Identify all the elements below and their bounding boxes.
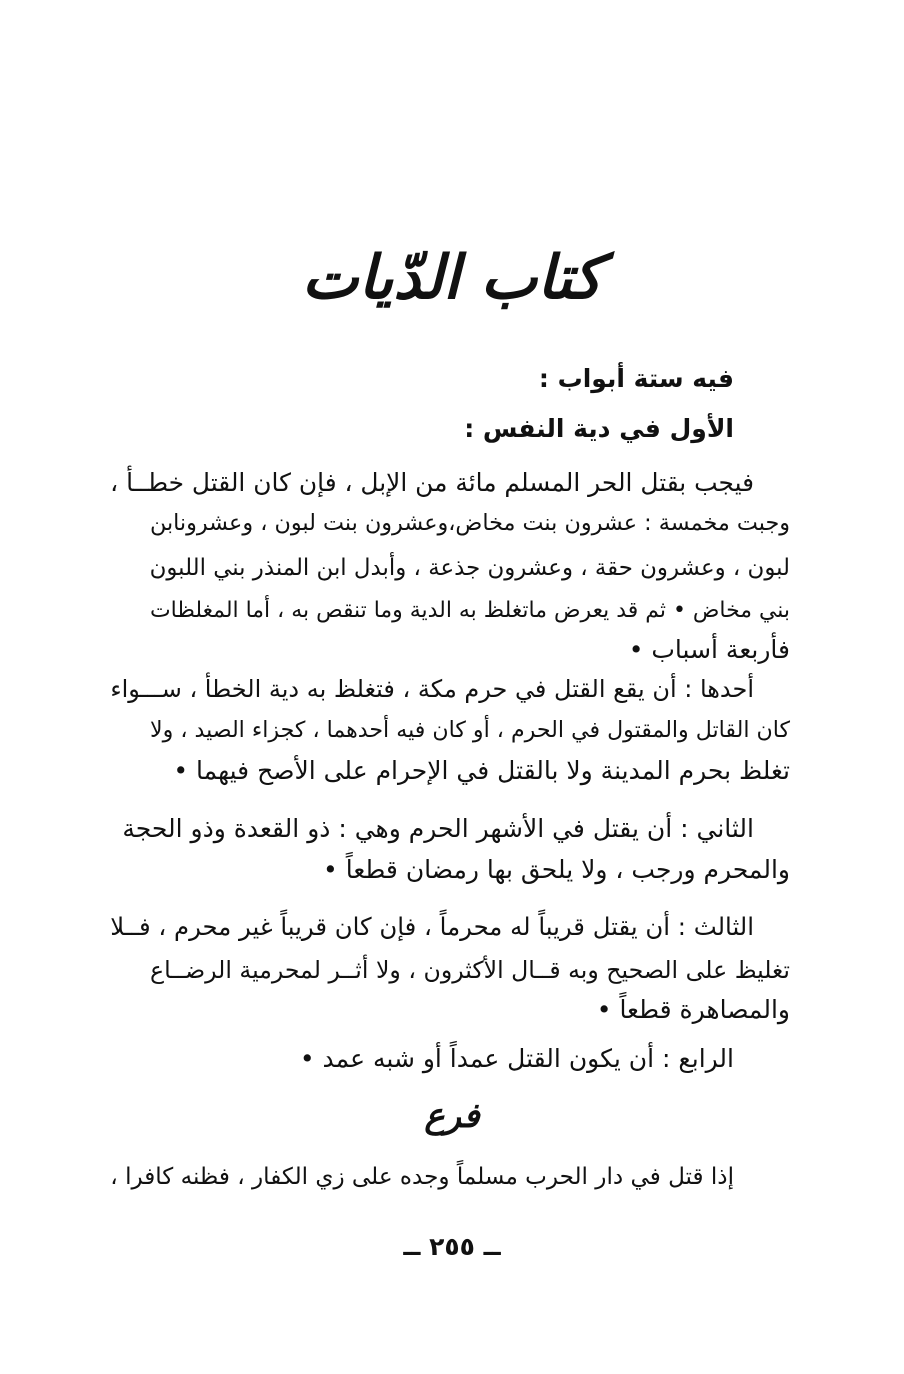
subheading-far: فرع <box>424 1096 480 1136</box>
paragraph-2-line-3: تغلظ بحرم المدينة ولا بالقتل في الإحرام على الأصح فيهما • <box>173 756 790 785</box>
heading-chapter-one: الأول في دية النفس : <box>464 414 734 443</box>
paragraph-1-line-4: بني مخاض • ثم قد يعرض ماتغلظ به الدية وما تنقص به ، أما المغلظات <box>150 598 790 623</box>
paragraph-5-line-1: الرابع : أن يكون القتل عمداً أو شبه عمد • <box>299 1044 734 1073</box>
paragraph-4-line-3: والمصاهرة قطعاً • <box>596 995 790 1024</box>
paragraph-4-line-1: الثالث : أن يقتل قريباً له محرماً ، فإن كان قريباً غير محرم ، فــلا <box>110 912 754 941</box>
book-title: كتاب الدّيات <box>301 243 603 313</box>
paragraph-1-line-2: وجبت مخمسة : عشرون بنت مخاض،وعشرون بنت لبون ، وعشرونابن <box>150 510 790 536</box>
paragraph-2-line-2: كان القاتل والمقتول في الحرم ، أو كان فيه أحدهما ، كجزاء الصيد ، ولا <box>150 717 790 743</box>
heading-intro: فيه ستة أبواب : <box>538 364 734 393</box>
paragraph-1-line-3: لبون ، وعشرون حقة ، وعشرون جذعة ، وأبدل ابن المنذر بني اللبون <box>149 555 790 581</box>
paragraph-3-line-2: والمحرم ورجب ، ولا يلحق بها رمضان قطعاً • <box>323 855 790 884</box>
paragraph-3-line-1: الثاني : أن يقتل في الأشهر الحرم وهي : ذو القعدة وذو الحجة <box>122 814 754 843</box>
paragraph-1-line-1: فيجب بقتل الحر المسلم مائة من الإبل ، فإن كان القتل خطــأ ، <box>110 468 754 497</box>
paragraph-1-line-5: فأربعة أسباب • <box>628 635 790 664</box>
page-number: ــ ٢٥٥ ــ <box>403 1232 501 1261</box>
paragraph-6-line-1: إذا قتل في دار الحرب مسلماً وجده على زي الكفار ، فظنه كافرا ، <box>110 1164 734 1190</box>
paragraph-4-line-2: تغليظ على الصحيح وبه قــال الأكثرون ، ولا أثــر لمحرمية الرضــاع <box>150 956 790 984</box>
paragraph-2-line-1: أحدها : أن يقع القتل في حرم مكة ، فتغلظ به دية الخطأ ، ســـواء <box>110 675 754 703</box>
